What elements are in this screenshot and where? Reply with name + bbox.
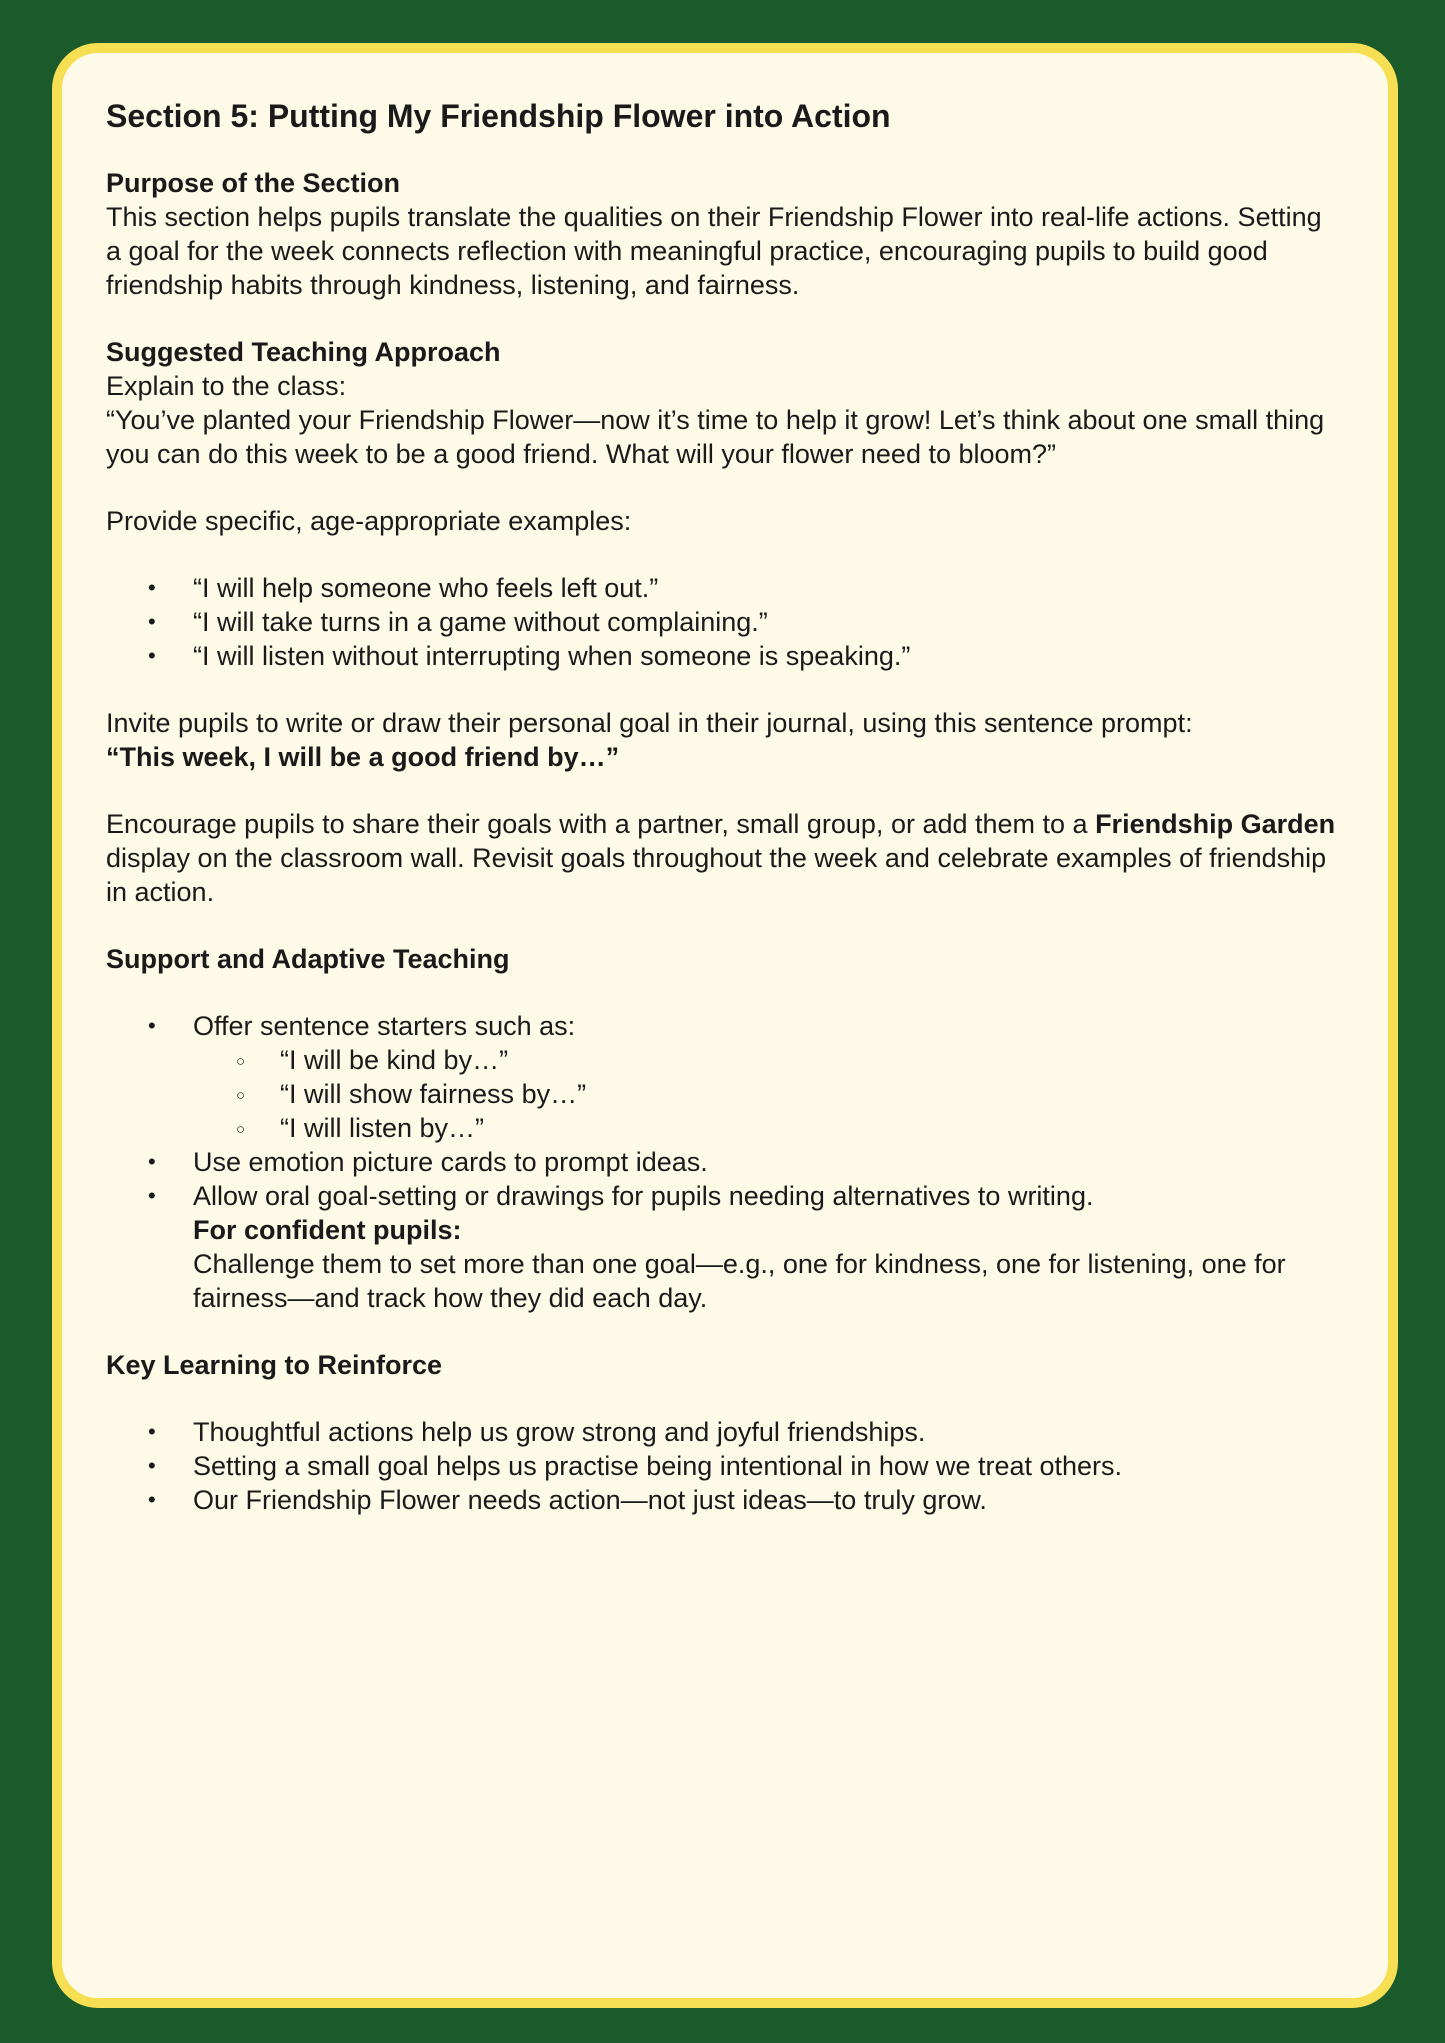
key-learning-heading: Key Learning to Reinforce (106, 1350, 443, 1380)
approach-intro: Explain to the class: (106, 371, 347, 401)
list-item: • Our Friendship Flower needs action—not just ideas—to truly grow. (193, 1483, 1336, 1517)
oral-goal-text: • Allow oral goal-setting or drawings for pupils needing alternatives to writing. (193, 1181, 1094, 1211)
list-item: • “I will take turns in a game without complaining.” (193, 605, 1336, 639)
key-learning-list (106, 1415, 1336, 1517)
document-body (106, 96, 1336, 1517)
approach-heading: Suggested Teaching Approach (106, 337, 501, 367)
list-item: • Setting a small goal helps us practise being intentional in how we treat others. (193, 1449, 1336, 1483)
approach-quote: “You’ve planted your Friendship Flower—now it’s time to help it grow! Let’s think about one small thing you can do this week to be a good friend. What will your flower need to bloom?” (106, 405, 1325, 469)
confident-pupils-text: Challenge them to set more than one goal—e.g., one for kindness, one for listening, one for fairness—and track how they did each day. (193, 1249, 1286, 1313)
encourage-text-start: Encourage pupils to share their goals with a partner, small group, or add them to a (106, 809, 1096, 839)
sub-list-item: ○ “I will be kind by…” (280, 1043, 1336, 1077)
sub-list-item: ○ “I will listen by…” (280, 1111, 1336, 1145)
list-item: • Use emotion picture cards to prompt ideas. (193, 1145, 1336, 1179)
page-title: Section 5: Putting My Friendship Flower into Action (106, 98, 891, 134)
sentence-prompt: “This week, I will be a good friend by…” (106, 742, 620, 772)
list-item (193, 1179, 1336, 1315)
encourage-text (106, 807, 1336, 909)
list-item: • Thoughtful actions help us grow strong and joyful friendships. (193, 1415, 1336, 1449)
starters-label: Offer sentence starters such as: (193, 1011, 576, 1041)
list-item (193, 1009, 1336, 1145)
purpose-text: This section helps pupils translate the qualities on their Friendship Flower into real-life actions. Setting a goal for the week connects reflection with meaningful practice, encouraging pupils to build good friendship habits through kindness, listening, and fairness. (106, 202, 1322, 300)
friendship-garden-label: Friendship Garden (1095, 809, 1336, 839)
purpose-heading: Purpose of the Section (106, 168, 401, 198)
encourage-text-end: display on the classroom wall. Revisit goals throughout the week and celebrate examples of friendship in action. (106, 843, 1327, 907)
examples-intro: Provide specific, age-appropriate examples: (106, 506, 632, 536)
examples-list (106, 571, 1336, 673)
invite-text: Invite pupils to write or draw their personal goal in their journal, using this sentence prompt: (106, 708, 1193, 738)
confident-pupils-label: For confident pupils: (193, 1215, 462, 1245)
sub-list-item: ○ “I will show fairness by…” (280, 1077, 1336, 1111)
list-item: • “I will listen without interrupting when someone is speaking.” (193, 639, 1336, 673)
list-item: • “I will help someone who feels left out.” (193, 571, 1336, 605)
support-heading: Support and Adaptive Teaching (106, 944, 510, 974)
starters-list (193, 1043, 1336, 1145)
support-list (106, 1009, 1336, 1315)
